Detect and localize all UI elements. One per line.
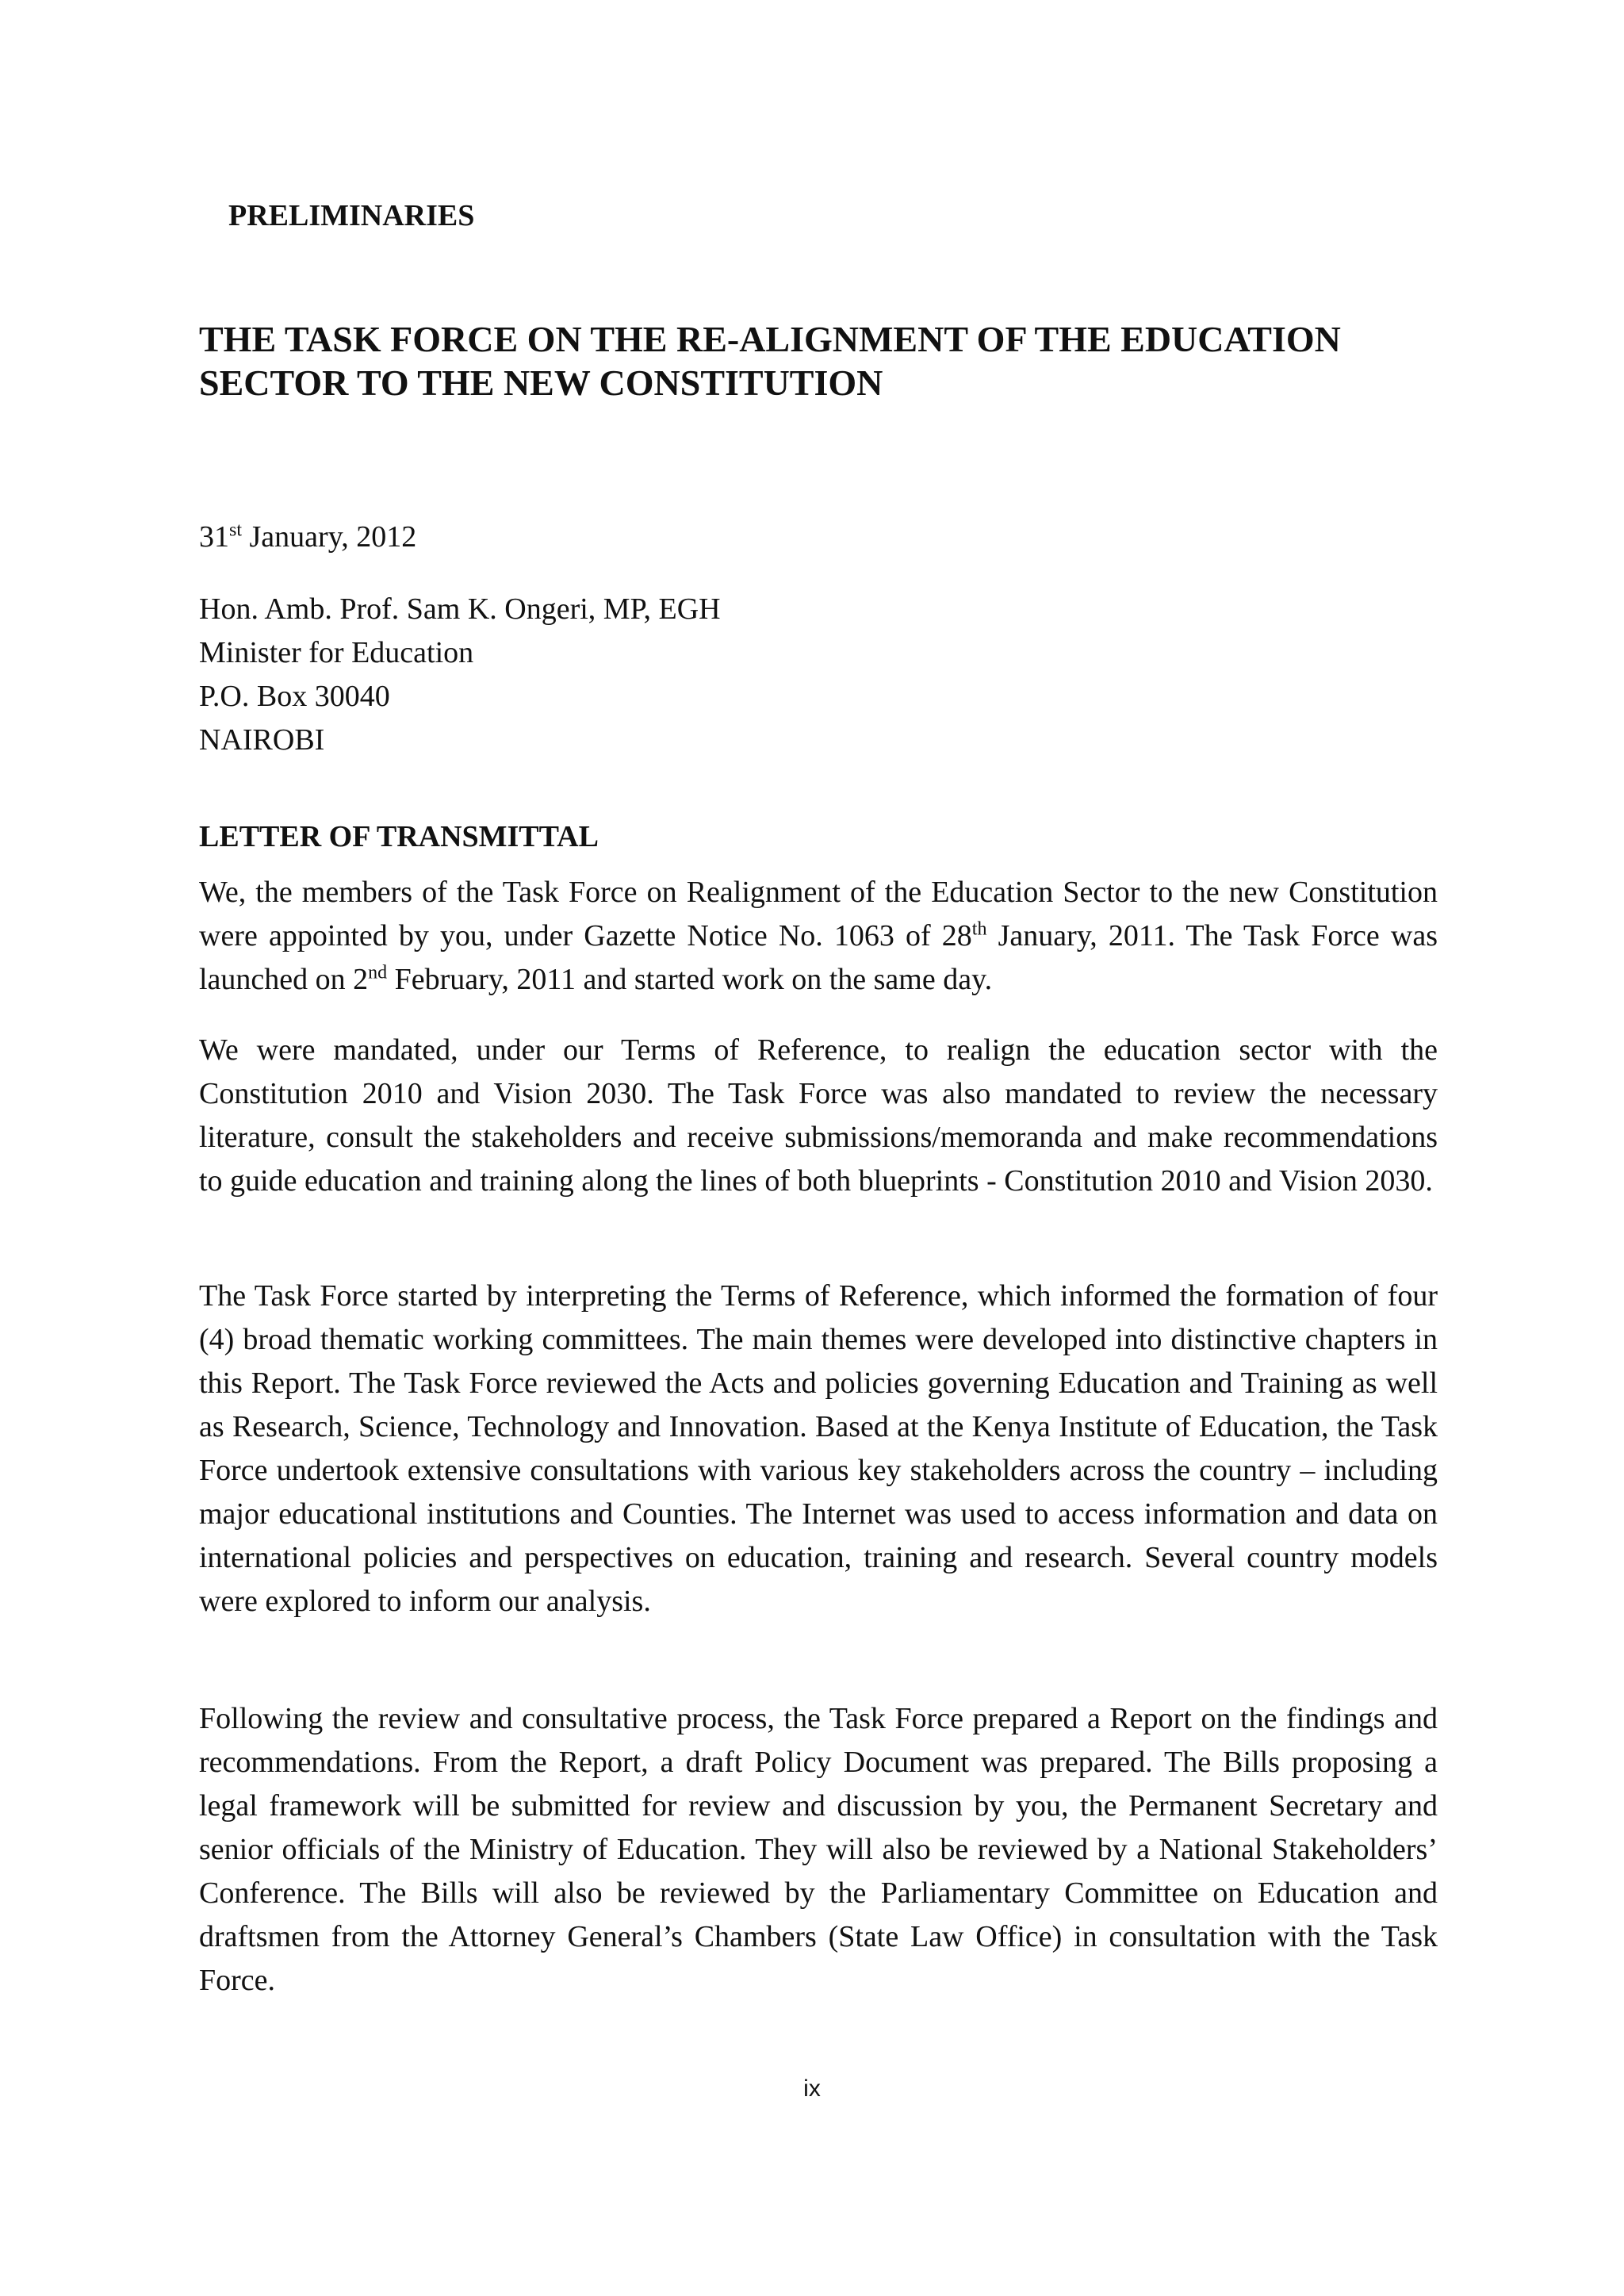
paragraph-2: We were mandated, under our Terms of Reference, to realign the education sector with the Constitution 2010 and Vision 2030. The Task Force was also mandated to review the necessary literature, consult the stakeholders and receive submissions/memoranda and make recommendations to guide education and training along the lines of both blueprints - Constitution 2010 and Vision 2030.	[199, 1033, 1438, 1198]
letter-heading: LETTER OF TRANSMITTAL	[199, 820, 599, 853]
address-line-4: NAIROBI	[199, 723, 325, 757]
paragraph-3: The Task Force started by interpreting the Terms of Reference, which informed the formation of four (4) broad thematic working committees. The main themes were developed into distinctive chapters in this Report. The Task Force reviewed the Acts and policies governing Education and Training as well as Research, Science, Technology and Innovation. Based at the Kenya Institute of Education, the Task Force undertook extensive consultations with various key stakeholders across the country – including major educational institutions and Counties. The Internet was used to access information and data on international policies and perspectives on education, training and research. Several country models were explored to inform our analysis.	[199, 1279, 1438, 1618]
paragraph-4: Following the review and consultative process, the Task Force prepared a Report on the findings and recommendations. From the Report, a draft Policy Document was prepared. The Bills proposing a legal framework will be submitted for review and discussion by you, the Permanent Secretary and senior officials of the Ministry of Education. They will also be reviewed by a National Stakeholders’ Conference. The Bills will also be reviewed by the Parliamentary Committee on Education and draftsmen from the Attorney General’s Chambers (State Law Office) in consultation with the Task Force.	[199, 1702, 1438, 1997]
document-title	[199, 317, 1438, 404]
recipient-address	[199, 588, 1438, 762]
date-day-suffix: st	[229, 519, 243, 541]
address-line-3: P.O. Box 30040	[199, 680, 390, 713]
section-label: PRELIMINARIES	[228, 199, 475, 232]
document-title-line-2: SECTOR TO THE NEW CONSTITUTION	[199, 362, 883, 403]
address-line-1: Hon. Amb. Prof. Sam K. Ongeri, MP, EGH	[199, 592, 721, 626]
paragraph-1-part-3: February, 2011 and started work on the same day.	[387, 963, 993, 996]
date-rest: January, 2012	[242, 520, 417, 554]
paragraph-1-sup-2: nd	[368, 962, 388, 983]
paragraph-1	[199, 871, 1438, 1002]
date-day: 31	[199, 520, 229, 554]
paragraph-1-part-1: We, the members of the Task Force on Realignment of the Education Sector to the new Constitution were appointed by you, under Gazette Notice No. 1063 of 28	[199, 876, 1438, 953]
document-title-line-1: THE TASK FORCE ON THE RE-ALIGNMENT OF THE EDUCATION	[199, 319, 1341, 359]
paragraph-1-sup-1: th	[971, 918, 987, 940]
address-line-2: Minister for Education	[199, 636, 474, 669]
letter-date	[199, 516, 1438, 558]
page-number: ix	[803, 2076, 821, 2102]
paragraph-1-part-2: January, 2011. The Task Force was launched on 2	[199, 919, 1438, 996]
